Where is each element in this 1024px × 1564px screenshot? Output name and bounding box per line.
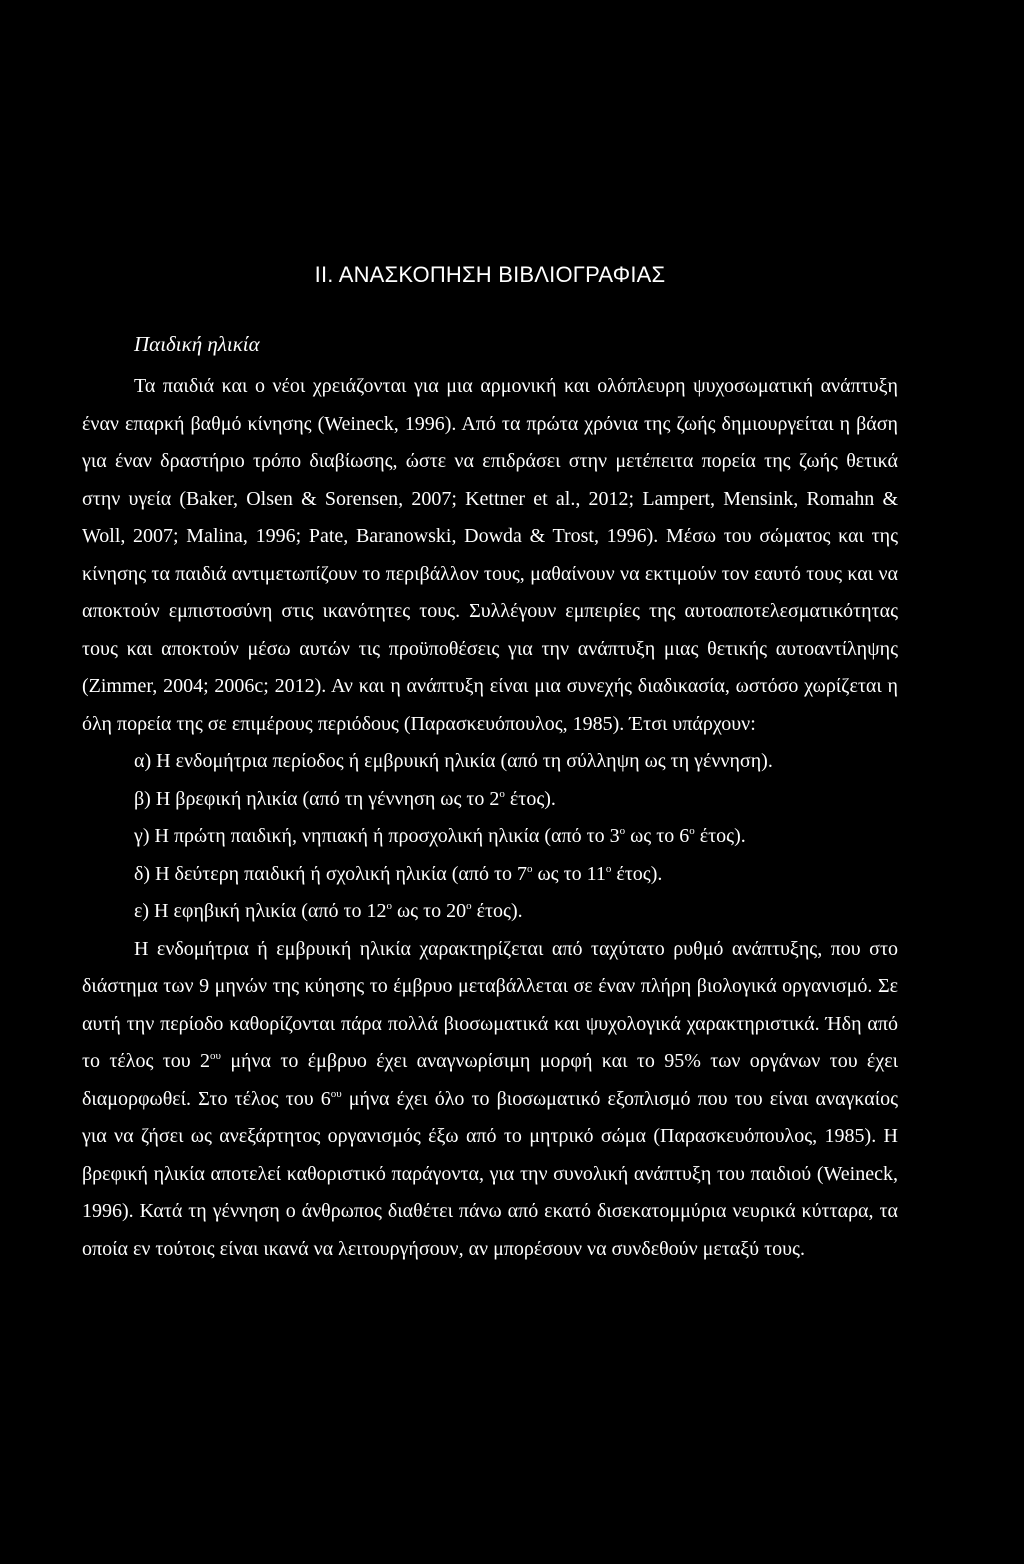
- stage-text: έτος).: [504, 787, 556, 810]
- ordinal-superscript: ου: [330, 1087, 342, 1100]
- list-item: [134, 893, 898, 931]
- stage-text: ως το 11: [532, 862, 606, 885]
- stage-text: ως το 6: [625, 825, 690, 847]
- paragraph-text: μήνα το έμβρυο έχει αναγνωρίσιμη μορφή και το 95% των οργάνων του έχει διαμορφωθεί. Στο τέλος του 6: [82, 1050, 898, 1110]
- section-title: Παιδική ηλικία: [134, 332, 260, 356]
- stage-text: β) Η βρεφική ηλικία (από τη γέννηση ως το 2: [134, 787, 500, 810]
- ordinal-superscript: ο: [466, 900, 472, 912]
- ordinal-superscript: ο: [605, 862, 612, 875]
- ordinal-superscript: ο: [619, 825, 626, 837]
- stage-text: έτος).: [694, 825, 746, 847]
- document-page: [82, 262, 898, 1268]
- stage-text: ε) Η εφηβική ηλικία (από το 12: [134, 900, 387, 922]
- stage-text: α) Η ενδομήτρια περίοδος ή εμβρυική ηλικία (από τη σύλληψη ως τη γέννηση).: [134, 750, 773, 772]
- development-stages-list: [82, 743, 898, 931]
- ordinal-superscript: ο: [689, 825, 695, 837]
- stage-text: δ) Η δεύτερη παιδική ή σχολική ηλικία (από το 7: [134, 862, 527, 885]
- paragraph-embryonic-stage: [82, 931, 898, 1269]
- list-item: [134, 743, 898, 781]
- stage-text: έτος).: [611, 862, 663, 885]
- list-item: [134, 856, 898, 894]
- stage-text: γ) Η πρώτη παιδική, νηπιακή ή προσχολική ηλικία (από το 3: [134, 825, 620, 847]
- chapter-heading: ΙΙ. ΑΝΑΣΚΟΠΗΣΗ ΒΙΒΛΙΟΓΡΑΦΙΑΣ: [314, 262, 666, 287]
- ordinal-superscript: ο: [499, 787, 505, 800]
- ordinal-superscript: ο: [526, 862, 533, 875]
- stage-text: έτος).: [471, 900, 523, 922]
- list-item: [134, 781, 898, 819]
- list-item: [134, 818, 898, 856]
- ordinal-superscript: ο: [386, 900, 392, 912]
- stage-text: ως το 20: [392, 900, 467, 922]
- paragraph-text: μήνα έχει όλο το βιοσωματικό εξοπλισμό που του είναι αναγκαίος για να ζήσει ως ανεξάρτητος οργανισμός έξω από το μητρικό σώμα (Παρασκευόπουλος, 1985). Η βρεφική ηλικία αποτελεί καθοριστικό παράγοντα, για την συνολική ανάπτυξη του παιδιού (Weineck, 1996). Κατά τη γέννηση ο άνθρωπος διαθέτει πάνω από εκατό δισεκατομμύρια νευρικά κύτταρα, τα οποία εν τούτοις είναι ικανά να λειτουργήσουν, αν μπορέσουν να συνδεθούν μεταξύ τους.: [82, 1087, 898, 1260]
- paragraph-text: Η ενδομήτρια ή εμβρυική ηλικία χαρακτηρίζεται από ταχύτατο ρυθμό ανάπτυξης, που στο διάστημα των 9 μηνών της κύησης το έμβρυο μεταβάλλεται σε έναν πλήρη βιολογικά οργανισμό. Σε αυτή την περίοδο καθορίζονται πάρα πολλά βιοσωματικά και ψυχολογικά χαρακτηριστικά. Ήδη από το τέλος του 2: [82, 937, 898, 1072]
- ordinal-superscript: ου: [210, 1050, 221, 1062]
- paragraph-intro: Τα παιδιά και ο νέοι χρειάζονται για μια αρμονική και ολόπλευρη ψυχοσωματική ανάπτυξη έναν επαρκή βαθμό κίνησης (Weineck, 1996). Από τα πρώτα χρόνια της ζωής δημιουργείται η βάση για έναν δραστήριο τρόπο διαβίωσης, ώστε να επιδράσει στην μετέπειτα πορεία της ζωής θετικά στην υγεία (Baker, Olsen & Sorensen, 2007; Kettner et al., 2012; Lampert, Mensink, Romahn & Woll, 2007; Malina, 1996; Pate, Baranowski, Dowda & Trost, 1996). Μέσω του σώματος και της κίνησης τα παιδιά αντιμετωπίζουν το περιβάλλον τους, μαθαίνουν να εκτιμούν τον εαυτό τους και να αποκτούν εμπιστοσύνη στις ικανότητες τους. Συλλέγουν εμπειρίες της αυτοαποτελεσματικότητας τους και αποκτούν μέσω αυτών τις προϋποθέσεις για την ανάπτυξη μιας θετικής αυτοαντίληψης (Zimmer, 2004; 2006c; 2012). Αν και η ανάπτυξη είναι μια συνεχής διαδικασία, ωστόσο χωρίζεται η όλη πορεία της σε επιμέρους περιόδους (Παρασκευόπουλος, 1985). Έτσι υπάρχουν:: [82, 375, 898, 735]
